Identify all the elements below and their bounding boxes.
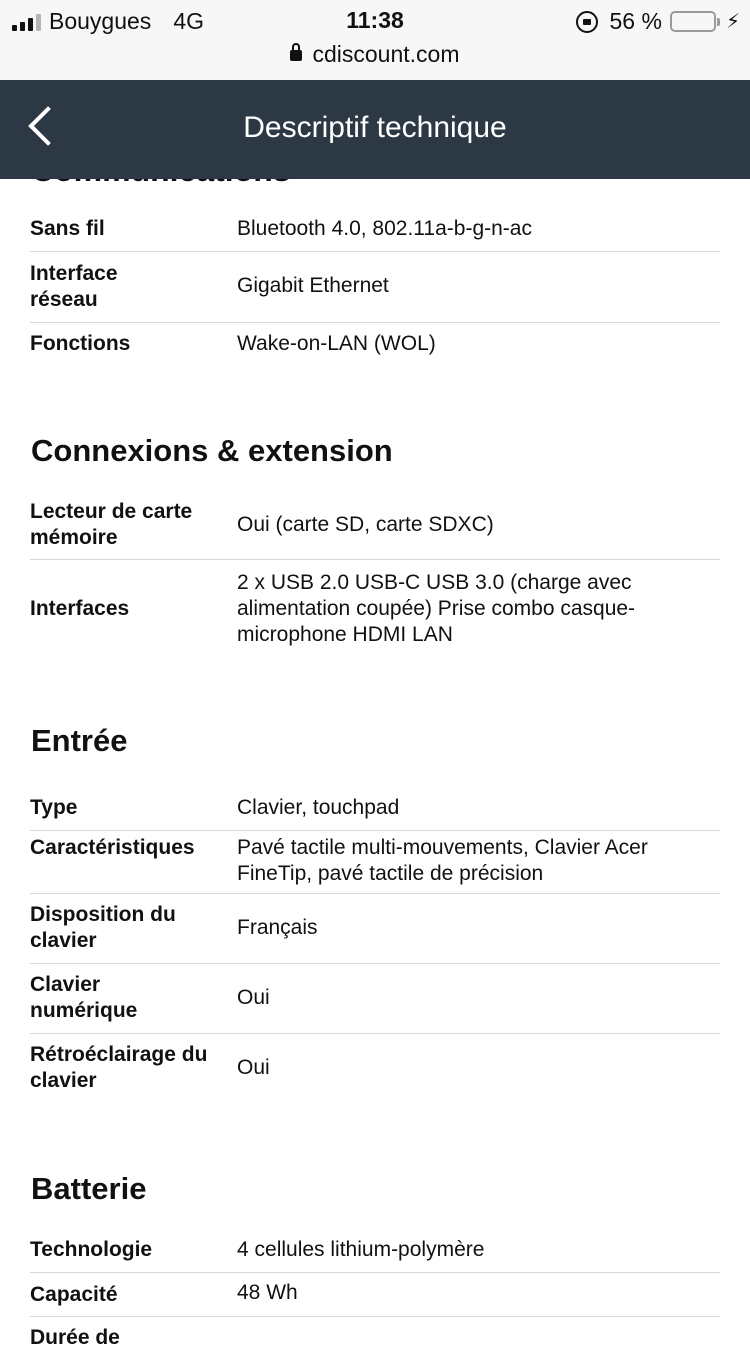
spec-label: Interface réseau [30, 262, 118, 311]
section-title: Entrée [31, 723, 128, 758]
spec-row [30, 1229, 720, 1273]
network-type: 4G [173, 8, 204, 34]
charging-bolt-icon: ⚡ [725, 11, 740, 33]
spec-row [30, 252, 720, 323]
page-title: Descriptif technique [243, 111, 507, 144]
battery-icon [670, 11, 716, 32]
spec-label: Type [30, 796, 78, 819]
spec-label: Technologie [30, 1238, 153, 1261]
spec-row [30, 1273, 720, 1317]
spec-row [30, 831, 720, 894]
padlock-icon [290, 50, 302, 61]
spec-value: Clavier, touchpad [237, 796, 400, 819]
spec-label: Rétroéclairage du clavier [30, 1043, 208, 1092]
status-time: 11:38 [346, 7, 404, 33]
spec-value: Français [237, 916, 318, 939]
spec-row [30, 1317, 720, 1347]
spec-row [30, 323, 720, 375]
spec-value: Oui [237, 986, 270, 1009]
spec-value: Oui [237, 1056, 270, 1079]
spec-value: Gigabit Ethernet [237, 274, 389, 297]
spec-label: Caractéristiques [30, 836, 195, 859]
spec-row [30, 894, 720, 964]
spec-row [30, 560, 720, 650]
spec-value: Pavé tactile multi-mouvements, Clavier Acer FineTip, pavé tactile de précision [237, 836, 648, 885]
section-title: Connexions & extension [31, 433, 393, 468]
spec-value: 4 cellules lithium-polymère [237, 1238, 485, 1261]
spec-value: 2 x USB 2.0 USB-C USB 3.0 (charge avec alimentation coupée) Prise combo casque-microphone HDMI LAN [237, 571, 636, 646]
address-bar[interactable] [0, 41, 750, 68]
section-title: Batterie [31, 1171, 147, 1206]
spec-label: Durée de [30, 1326, 120, 1349]
spec-label: Clavier numérique [30, 973, 138, 1022]
spec-row [30, 964, 720, 1034]
carrier-name: Bouygues [49, 8, 152, 34]
spec-value: Bluetooth 4.0, 802.11a-b-g-n-ac [237, 217, 532, 240]
spec-label: Lecteur de carte mémoire [30, 500, 193, 549]
spec-value: 48 Wh [237, 1281, 298, 1304]
battery-percent: 56 % [609, 8, 662, 34]
status-bar [0, 0, 750, 80]
spec-label: Sans fil [30, 217, 105, 240]
spec-row [30, 200, 720, 252]
spec-label: Capacité [30, 1283, 118, 1306]
status-right [576, 8, 740, 35]
spec-row [30, 781, 720, 831]
spec-value: Wake-on-LAN (WOL) [237, 332, 436, 355]
url-text: cdiscount.com [312, 41, 460, 67]
spec-row [30, 491, 720, 560]
spec-value: Oui (carte SD, carte SDXC) [237, 513, 494, 536]
spec-label: Disposition du clavier [30, 903, 176, 952]
spec-label: Fonctions [30, 332, 131, 355]
spec-row [30, 1034, 720, 1104]
orientation-lock-icon [576, 11, 598, 33]
spec-label: Interfaces [30, 597, 130, 620]
header-bar [0, 80, 750, 179]
